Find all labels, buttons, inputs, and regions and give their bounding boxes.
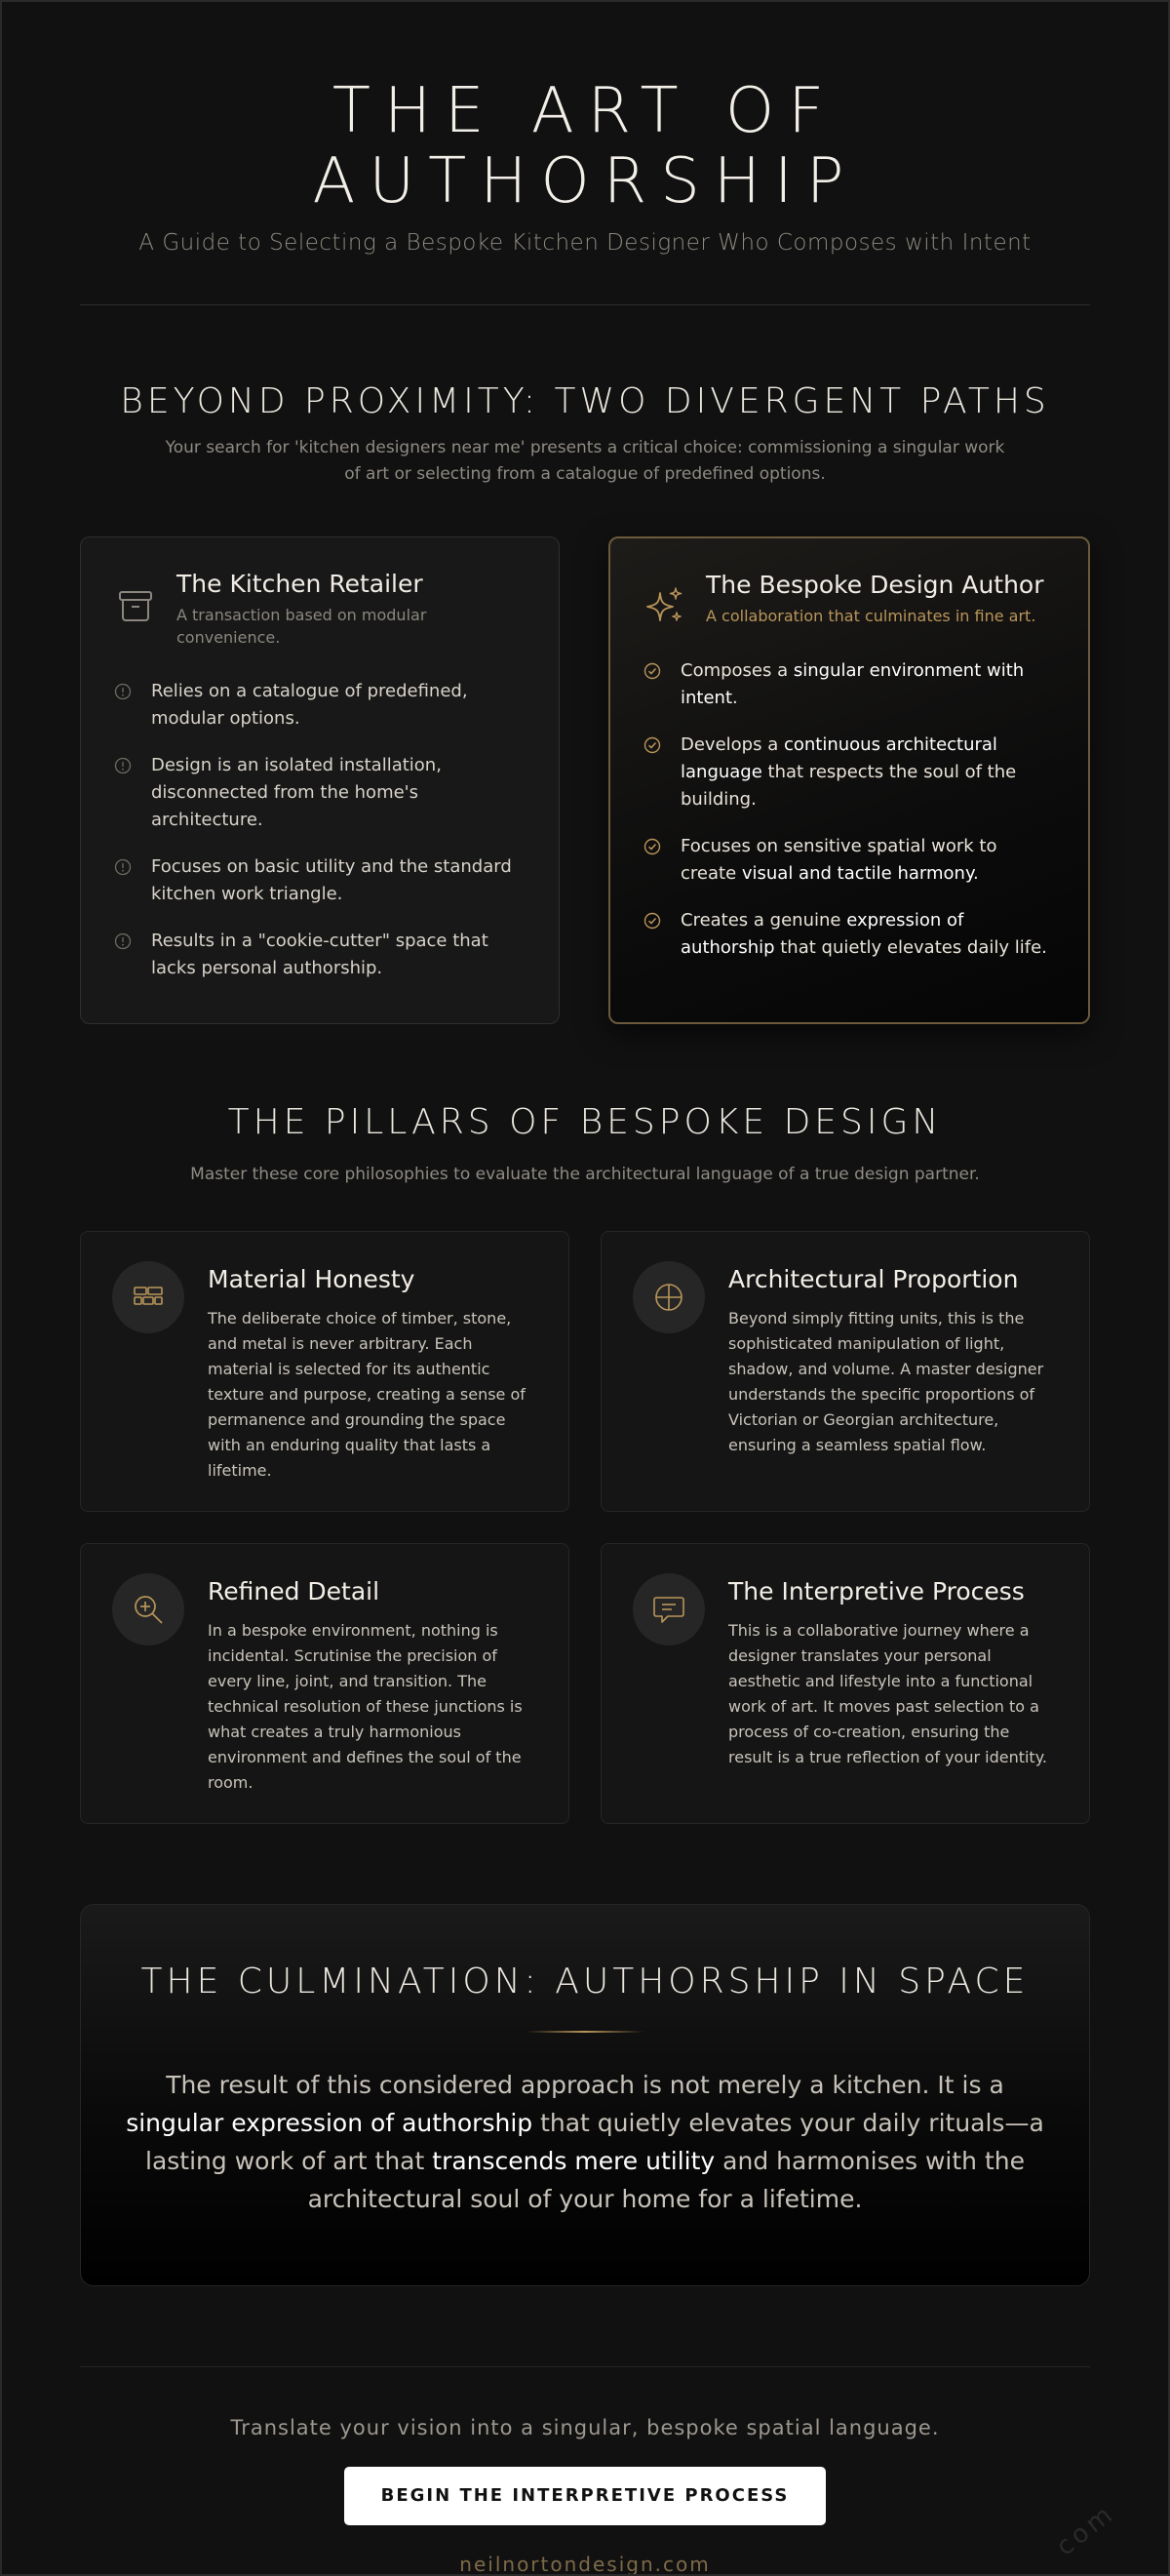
watermark: com (1051, 2498, 1122, 2562)
info-icon (114, 858, 132, 876)
list-item (114, 853, 526, 908)
sparkles-icon (644, 585, 686, 628)
list-item-text: Design is an isolated installation, disconnected from the home's architecture. (151, 755, 442, 830)
pillar-card-interpretive-process (601, 1543, 1090, 1824)
list-item-text: Focuses on basic utility and the standard kitchen work triangle. (151, 856, 512, 904)
pillars-section (80, 1024, 1090, 1824)
list-item (644, 907, 1055, 962)
pillar-card-architectural-proportion (601, 1231, 1090, 1512)
pillar-text: In a bespoke environment, nothing is incidental. Scrutinise the precision of every line, joint, and transition. The technical resolution of these junctions is what creates a truly harmonious environment and defines the soul of the room. (208, 1621, 523, 1792)
author-tagline: A collaboration that culminates in fine art. (706, 607, 1036, 625)
list-item-text: Relies on a catalogue of predefined, modular options. (151, 681, 468, 729)
magnifier-icon (131, 1592, 166, 1627)
page-subtitle: A Guide to Selecting a Bespoke Kitchen Designer Who Composes with Intent (138, 230, 1032, 256)
paths-subtitle: Your search for 'kitchen designers near me' presents a critical choice: commissioning a singular work of art or selecting from a catalogue of predefined options. (165, 438, 1005, 484)
pillar-icon-badge (112, 1573, 184, 1645)
list-item-text: Creates a genuine expression of authorship that quietly elevates daily life. (681, 910, 1047, 958)
pillar-text: Beyond simply fitting units, this is the sophisticated manipulation of light, shadow, and volume. A master designer understands the specific proportions of Victorian or Georgian architecture, ensuring a seamless spatial flow. (728, 1309, 1044, 1454)
box-icon (114, 584, 157, 627)
page-title: THE ART OF AUTHORSHIP (312, 75, 858, 218)
list-item (114, 928, 526, 982)
check-circle-icon (644, 662, 661, 680)
pillars-grid (80, 1231, 1090, 1824)
list-item-text: Develops a continuous architectural language that respects the soul of the building. (681, 734, 1017, 810)
check-circle-icon (644, 838, 661, 855)
culmination-title: THE CULMINATION: AUTHORSHIP IN SPACE (140, 1962, 1030, 2001)
paths-section (80, 305, 1090, 1024)
bricks-icon (131, 1280, 166, 1315)
chat-icon (651, 1592, 686, 1627)
pillar-title: Refined Detail (208, 1577, 380, 1605)
crosshair-icon (651, 1280, 686, 1315)
footer (80, 2367, 1090, 2576)
pillar-icon-badge (633, 1573, 705, 1645)
check-circle-icon (644, 912, 661, 930)
list-item (644, 833, 1055, 888)
author-title: The Bespoke Design Author (706, 571, 1044, 599)
list-item-text: Focuses on sensitive spatial work to create visual and tactile harmony. (681, 836, 997, 884)
site-link[interactable]: neilnortondesign.com (459, 2553, 711, 2576)
list-item-text: Results in a "cookie-cutter" space that lacks personal authorship. (151, 931, 488, 978)
list-item (644, 732, 1055, 813)
pillar-card-refined-detail (80, 1543, 569, 1824)
author-list (644, 657, 1055, 962)
info-icon (114, 932, 132, 950)
culmination-text: The result of this considered approach is not merely a kitchen. It is a singular expression of authorship that quietly elevates your daily rituals—a lasting work of art that transcends mere utility and harmonises with the architectural soul of your home for a lifetime. (126, 2071, 1044, 2213)
list-item (644, 657, 1055, 712)
pillars-subtitle: Master these core philosophies to evaluate the architectural language of a true design partner. (190, 1165, 980, 1184)
pillar-title: Material Honesty (208, 1265, 415, 1293)
retailer-card (80, 536, 560, 1024)
author-card (608, 536, 1090, 1024)
info-icon (114, 683, 132, 700)
check-circle-icon (644, 736, 661, 754)
begin-process-button[interactable]: BEGIN THE INTERPRETIVE PROCESS (344, 2467, 826, 2525)
pillar-title: Architectural Proportion (728, 1265, 1019, 1293)
list-item (114, 752, 526, 834)
retailer-list (114, 678, 526, 982)
pillar-text: This is a collaborative journey where a designer translates your personal aesthetic and lifestyle into a functional work of art. It moves past selection to a process of co-creation, ensuring the result is a true reflection of your identity. (728, 1621, 1047, 1766)
list-item (114, 678, 526, 733)
list-item-text: Composes a singular environment with intent. (681, 660, 1025, 708)
pillar-text: The deliberate choice of timber, stone, and metal is never arbitrary. Each material is selected for its authentic texture and purpose, creating a sense of permanence and grounding the space with an enduring quality that lasts a lifetime. (208, 1309, 526, 1480)
paths-title: BEYOND PROXIMITY: TWO DIVERGENT PATHS (120, 381, 1050, 421)
gold-divider (526, 2031, 644, 2033)
culmination-panel (80, 1904, 1090, 2286)
author-card-header (644, 570, 1055, 628)
comparison-cards (80, 536, 1090, 1024)
pillar-icon-badge (633, 1261, 705, 1333)
pillar-icon-badge (112, 1261, 184, 1333)
cta-text: Translate your vision into a singular, bespoke spatial language. (230, 2416, 940, 2439)
hero (80, 2, 1090, 256)
retailer-tagline: A transaction based on modular convenience. (176, 606, 427, 647)
retailer-title: The Kitchen Retailer (176, 570, 423, 598)
pillar-card-material-honesty (80, 1231, 569, 1512)
info-icon (114, 757, 132, 774)
pillars-title: THE PILLARS OF BESPOKE DESIGN (227, 1102, 943, 1142)
pillar-title: The Interpretive Process (728, 1577, 1025, 1605)
retailer-card-header (114, 569, 526, 649)
content-wrapper (80, 2, 1090, 2576)
